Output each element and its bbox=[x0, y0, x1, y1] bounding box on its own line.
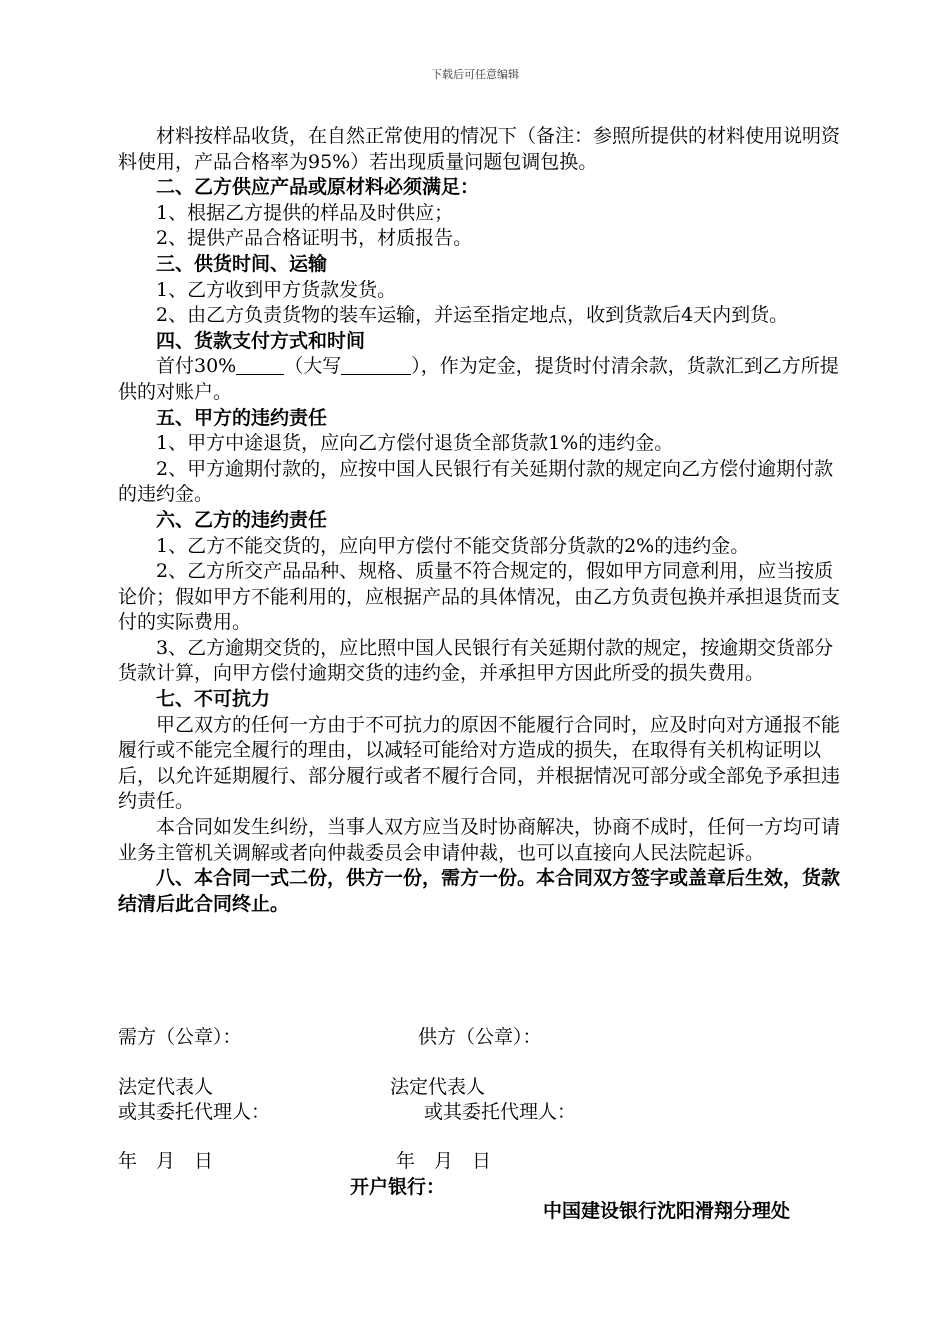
payment-terms-text: ），作为定金，提货时付清余款，货款汇到乙方所提供的对账户。 bbox=[118, 355, 839, 403]
buyer-representative-label: 法定代表人 bbox=[118, 1076, 214, 1098]
buyer-seal-label: 需方（公章）： bbox=[118, 1026, 242, 1048]
buyer-date-label: 年 月 日 bbox=[118, 1150, 214, 1172]
buyer-agent-label: 或其委托代理人： bbox=[118, 1101, 271, 1123]
clause-3-1: 1、乙方收到甲方货款发货。 bbox=[156, 278, 397, 301]
seller-representative-label: 法定代表人 bbox=[390, 1076, 486, 1098]
clause-5-2: 2、甲方逾期付款的，应按中国人民银行有关延期付款的规定向乙方偿付逾期付款的违约金。 bbox=[118, 457, 834, 506]
payment-uppercase-label: （大写 bbox=[284, 355, 342, 378]
page-header-note: 下载后可任意编辑 bbox=[431, 68, 519, 81]
paragraph-material-acceptance: 材料按样品收货，在自然正常使用的情况下（备注：参照所提供的材料使用说明资料使用，产品合格率为95%）若出现质量问题包调包换。 bbox=[118, 125, 841, 173]
heading-section-7: 七、不可抗力 bbox=[156, 688, 271, 711]
clause-2-2: 2、提供产品合格证明书，材质报告。 bbox=[156, 227, 473, 250]
clause-2-1: 1、根据乙方提供的样品及时供应； bbox=[156, 201, 454, 224]
heading-section-5: 五、甲方的违约责任 bbox=[156, 406, 328, 429]
uppercase-amount-blank-field[interactable] bbox=[341, 354, 411, 375]
heading-section-3: 三、供货时间、运输 bbox=[156, 252, 328, 275]
clause-7-disputes: 本合同如发生纠纷，当事人双方应当及时协商解决，协商不成时，任何一方均可请业务主管机关调解或者向仲裁委员会申请仲裁，也可以直接向人民法院起诉。 bbox=[118, 816, 841, 864]
bank-label: 开户银行： bbox=[350, 1176, 446, 1198]
payment-down-label: 首付30% bbox=[156, 355, 237, 378]
amount-blank-field[interactable] bbox=[236, 354, 284, 375]
bank-name: 中国建设银行沈阳滑翔分理处 bbox=[543, 1200, 791, 1222]
clause-4-payment bbox=[118, 354, 842, 405]
heading-section-6: 六、乙方的违约责任 bbox=[156, 508, 328, 531]
clause-6-3: 3、乙方逾期交货的，应比照中国人民银行有关延期付款的规定，按逾期交货部分货款计算，向甲方偿付逾期交货的违约金，并承担甲方因此所受的损失费用。 bbox=[118, 636, 834, 685]
seller-agent-label: 或其委托代理人： bbox=[424, 1101, 577, 1123]
clause-6-1: 1、乙方不能交货的，应向甲方偿付不能交货部分货款的2%的违约金。 bbox=[156, 534, 750, 557]
seller-seal-label: 供方（公章）： bbox=[418, 1026, 542, 1048]
contract-body bbox=[118, 124, 842, 917]
seller-date-label: 年 月 日 bbox=[396, 1150, 492, 1172]
clause-3-2: 2、由乙方负责货物的装车运输，并运至指定地点，收到货款后4天内到货。 bbox=[156, 304, 789, 327]
clause-6-2: 2、乙方所交产品品种、规格、质量不符合规定的，假如甲方同意利用，应当按质论价；假如甲方不能利用的，应根据产品的具体情况，由乙方负责包换并承担退货而支付的实际费用。 bbox=[118, 560, 841, 634]
heading-section-4: 四、货款支付方式和时间 bbox=[156, 329, 366, 352]
heading-section-2: 二、乙方供应产品或原材料必须满足： bbox=[156, 176, 480, 199]
clause-7-force-majeure: 甲乙双方的任何一方由于不可抗力的原因不能履行合同时，应及时向对方通报不能履行或不能完全履行的理由，以减轻可能给对方造成的损失，在取得有关机构证明以后，以允许延期履行、部分履行或者不履行合同，并根据情况可部分或全部免予承担违约责任。 bbox=[118, 713, 841, 813]
clause-5-1: 1、甲方中途退货，应向乙方偿付退货全部货款1%的违约金。 bbox=[156, 432, 674, 455]
heading-section-8: 八、本合同一式二份，供方一份，需方一份。本合同双方签字或盖章后生效，货款结清后此合同终止。 bbox=[118, 867, 841, 915]
